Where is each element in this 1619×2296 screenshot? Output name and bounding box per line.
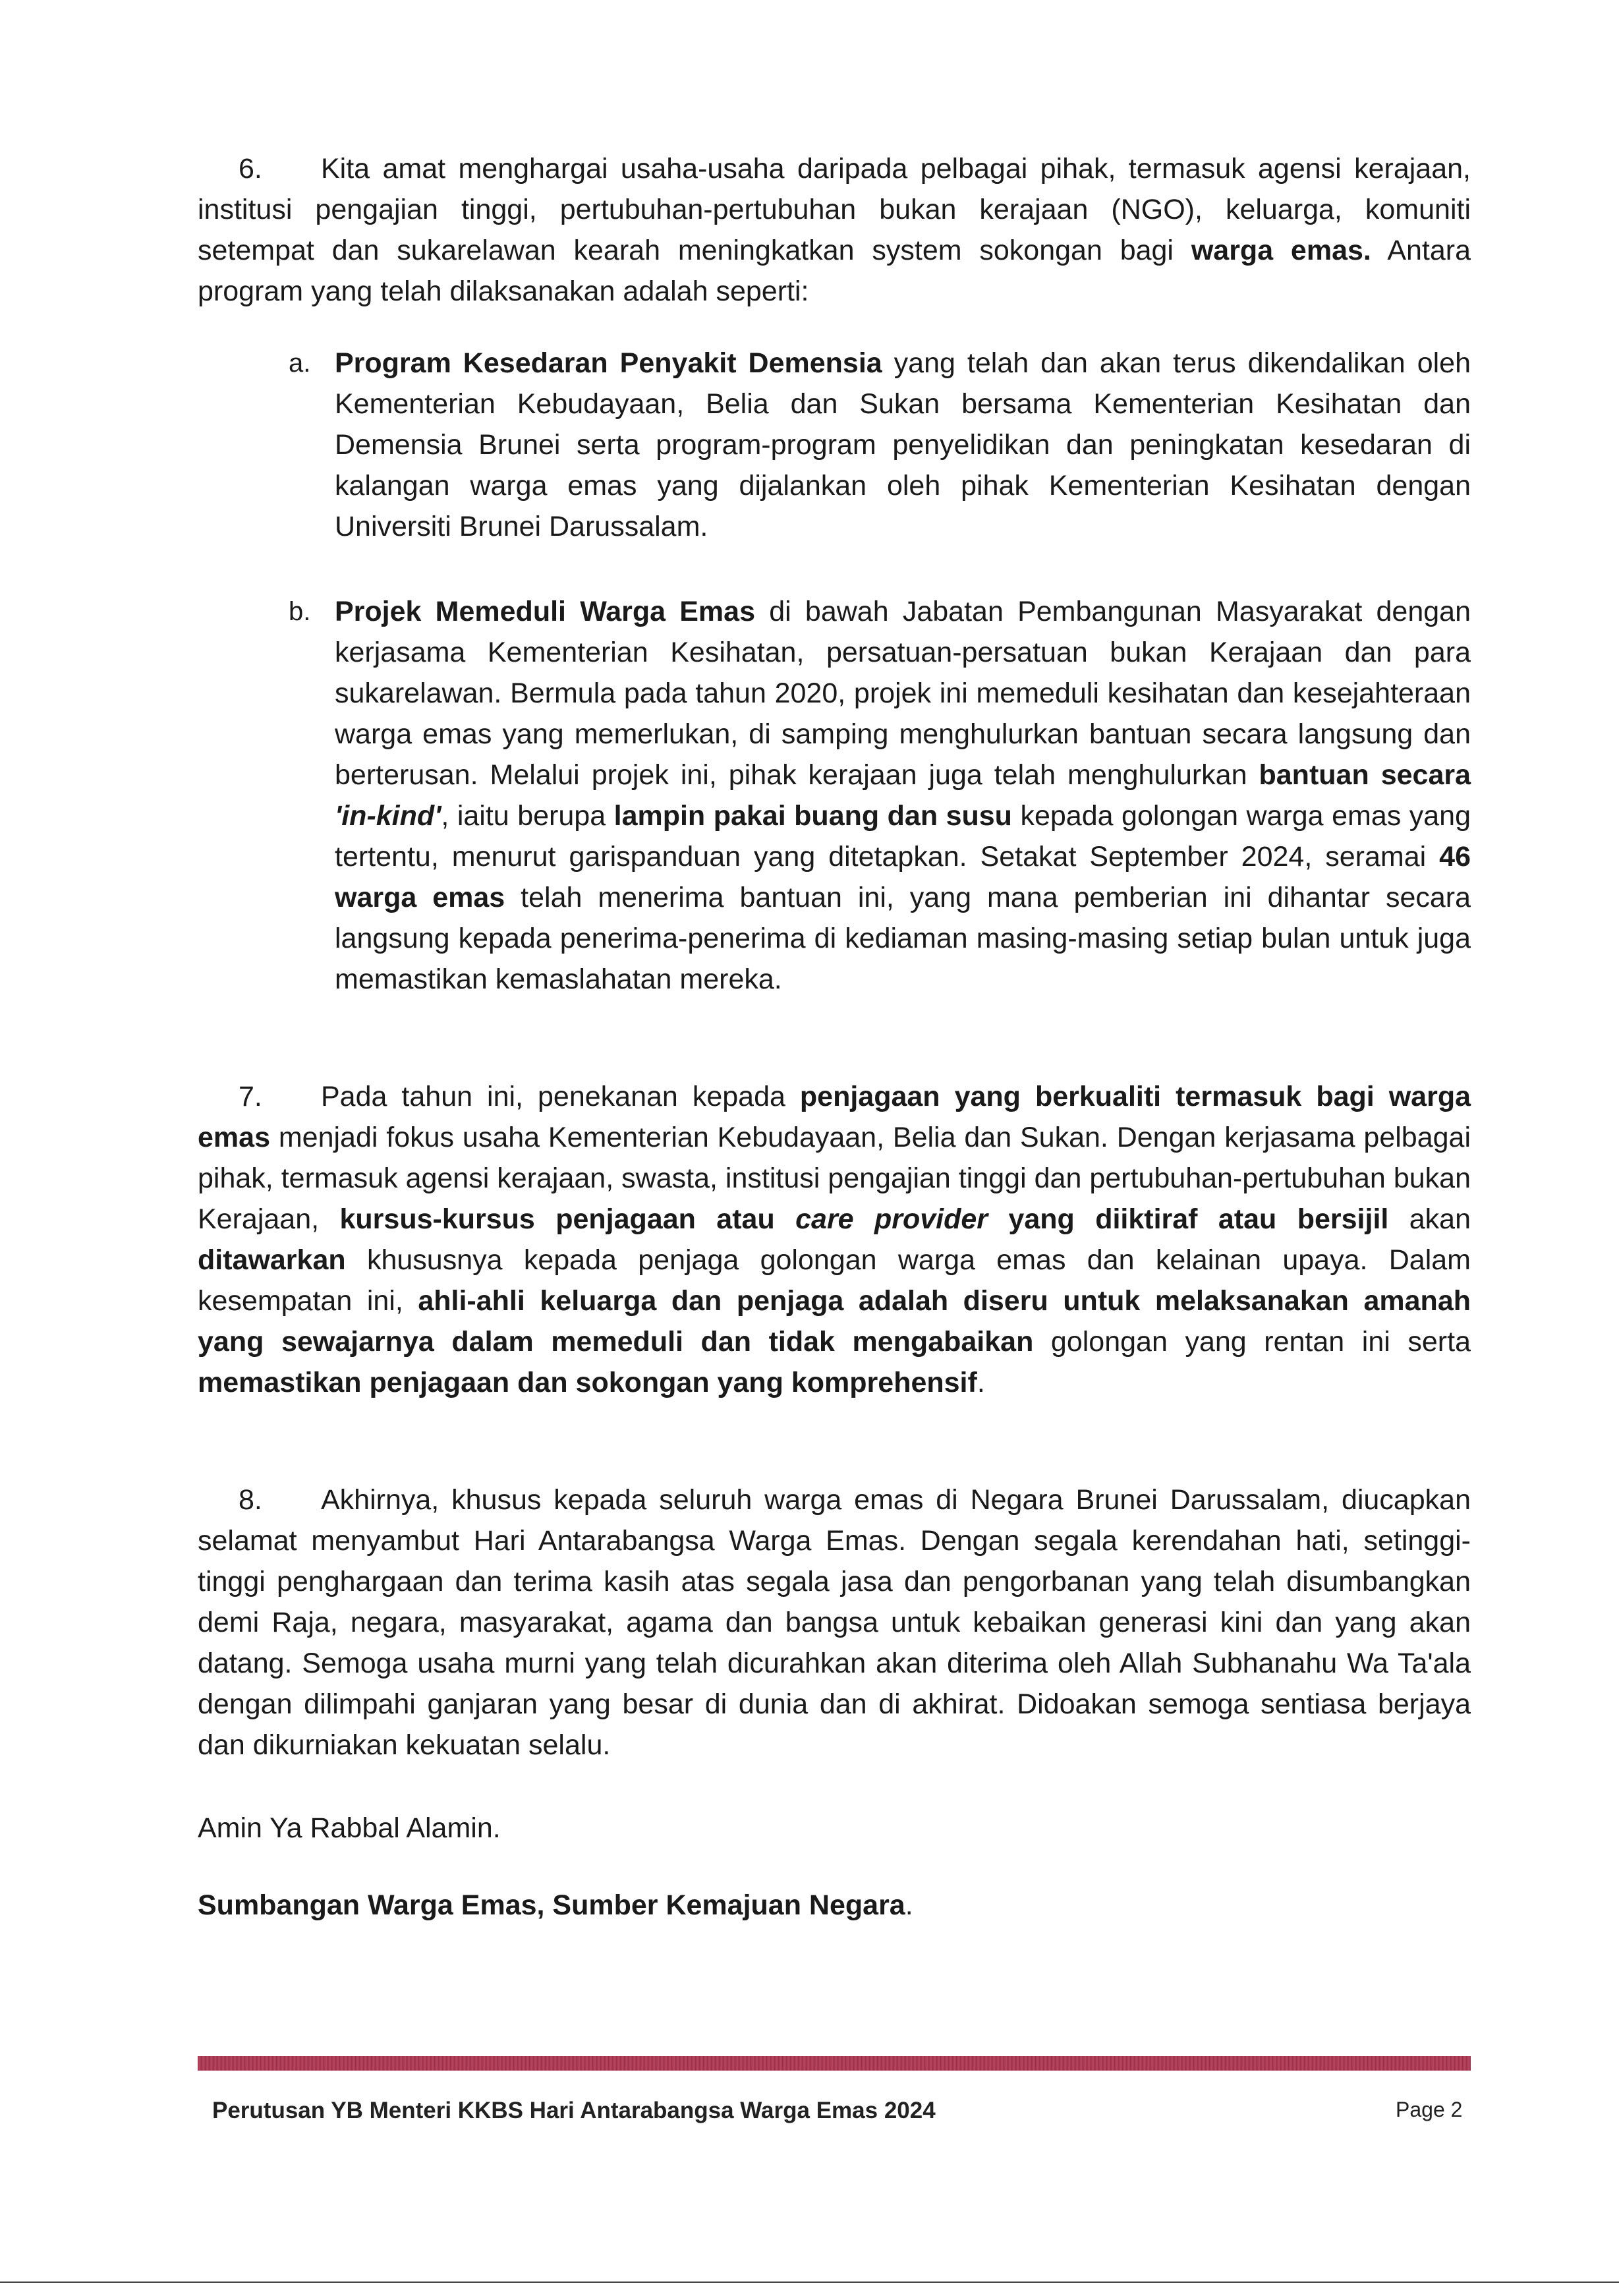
footer-divider <box>198 2056 1471 2071</box>
paragraph-text: . <box>977 1367 985 1398</box>
paragraph-text: telah menerima bantuan ini, yang mana pemberian ini dihantar secara langsung kepada penerima-penerima di kediaman masing-masing setiap bulan untuk juga memastikan kemaslahatan mereka. <box>335 882 1471 995</box>
footer-title: Perutusan YB Menteri KKBS Hari Antarabangsa Warga Emas 2024 <box>212 2098 936 2123</box>
bold-italic-text: 'in-kind' <box>335 800 441 832</box>
bold-text: yang diiktiraf atau bersijil <box>988 1203 1389 1235</box>
bold-italic-text: care provider <box>795 1203 988 1235</box>
paragraph-7 <box>198 1076 1471 1403</box>
bold-text: bantuan secara <box>1259 759 1471 791</box>
closing-prayer: Amin Ya Rabbal Alamin. <box>198 1812 501 1844</box>
paragraph-text: golongan yang rentan ini serta <box>1033 1326 1471 1358</box>
list-item-b <box>289 591 1471 1000</box>
paragraph-text: menjadi fokus usaha Kementerian Kebudayaan, Belia dan Sukan. Dengan kerjasama pelbagai pihak, termasuk agensi kerajaan, swasta, institusi pengajian tinggi dan pertubuhan-pertubuhan bukan Kerajaan, <box>198 1122 1471 1235</box>
bold-text: lampin pakai buang dan susu <box>613 800 1012 832</box>
paragraph-6 <box>198 148 1471 312</box>
paragraph-text: di bawah Jabatan Pembangunan Masyarakat dengan kerjasama Kementerian Kesihatan, persatuan-persatuan bukan Kerajaan dan para sukarelawan. Bermula pada tahun 2020, projek ini memeduli kesihatan dan kesejahteraan warga emas yang memerlukan, di samping menghulurkan bantuan secara langsung dan berterusan. Melalui projek ini, pihak kerajaan juga telah menghulurkan <box>335 596 1471 791</box>
paragraph-text: kepada golongan warga emas yang tertentu, menurut garispanduan yang ditetapkan. Setakat September 2024, seramai <box>335 800 1471 873</box>
paragraph-text: Pada tahun ini, penekanan kepada <box>321 1081 800 1112</box>
paragraph-text: Antara program yang telah dilaksanakan adalah seperti: <box>198 235 1471 307</box>
list-letter: a. <box>289 349 311 378</box>
bold-text: Sumbangan Warga Emas, Sumber Kemajuan Negara <box>198 1889 905 1921</box>
paragraph-text: Akhirnya, khusus kepada seluruh warga emas di Negara Brunei Darussalam, diucapkan selamat menyambut Hari Antarabangsa Warga Emas. Dengan segala kerendahan hati, setinggi-tinggi penghargaan dan terima kasih atas segala jasa dan pengorbanan yang telah disumbangkan demi Raja, negara, masyarakat, agama dan bangsa untuk kebaikan generasi kini dan yang akan datang. Semoga usaha murni yang telah dicurahkan akan diterima oleh Allah Subhanahu Wa Ta'ala dengan dilimpahi ganjaran yang besar di dunia dan di akhirat. Didoakan semoga sentiasa berjaya dan dikurniakan kekuatan selalu. <box>198 1484 1471 1761</box>
bold-text: penjagaan yang berkualiti termasuk bagi warga emas <box>198 1081 1471 1153</box>
list-letter: b. <box>289 597 311 626</box>
bold-text: 46 warga emas <box>335 841 1471 913</box>
paragraph-number: 8. <box>239 1484 262 1516</box>
bold-text: Program Kesedaran Penyakit Demensia <box>335 347 882 379</box>
bold-text: ditawarkan <box>198 1244 346 1276</box>
paragraph-8 <box>198 1479 1471 1765</box>
paragraph-text: . <box>905 1889 913 1921</box>
paragraph-text: , iaitu berupa <box>441 800 614 832</box>
bold-text: memastikan penjagaan dan sokongan yang komprehensif <box>198 1367 977 1398</box>
paragraph-text: yang telah dan akan terus dikendalikan oleh Kementerian Kebudayaan, Belia dan Sukan bersama Kementerian Kesihatan dan Demensia Brunei serta program-program penyelidikan dan peningkatan kesedaran di kalangan warga emas yang dijalankan oleh pihak Kementerian Kesihatan dengan Universiti Brunei Darussalam. <box>335 347 1471 542</box>
bold-text: Projek Memeduli Warga Emas <box>335 596 755 627</box>
scan-edge-line <box>0 2282 1619 2283</box>
paragraph-text: akan <box>1388 1203 1471 1235</box>
paragraph-number: 7. <box>239 1081 262 1112</box>
paragraph-text: Kita amat menghargai usaha-usaha daripada pelbagai pihak, termasuk agensi kerajaan, institusi pengajian tinggi, pertubuhan-pertubuhan bukan kerajaan (NGO), keluarga, komuniti setempat dan sukarelawan kearah meningkatkan system sokongan bagi <box>198 153 1471 266</box>
bold-text: kursus-kursus penjagaan atau <box>339 1203 796 1235</box>
paragraph-number: 6. <box>239 153 262 185</box>
page-number: Page 2 <box>1396 2098 1463 2121</box>
paragraph-text: khususnya kepada penjaga golongan warga emas dan kelainan upaya. Dalam kesempatan ini, <box>198 1244 1471 1317</box>
closing-motto <box>198 1885 913 1926</box>
bold-text: ahli-ahli keluarga dan penjaga adalah diseru untuk melaksanakan amanah yang sewajarnya dalam memeduli dan tidak mengabaikan <box>198 1285 1471 1358</box>
list-item-a <box>289 343 1471 547</box>
bold-text: warga emas. <box>1191 235 1371 266</box>
